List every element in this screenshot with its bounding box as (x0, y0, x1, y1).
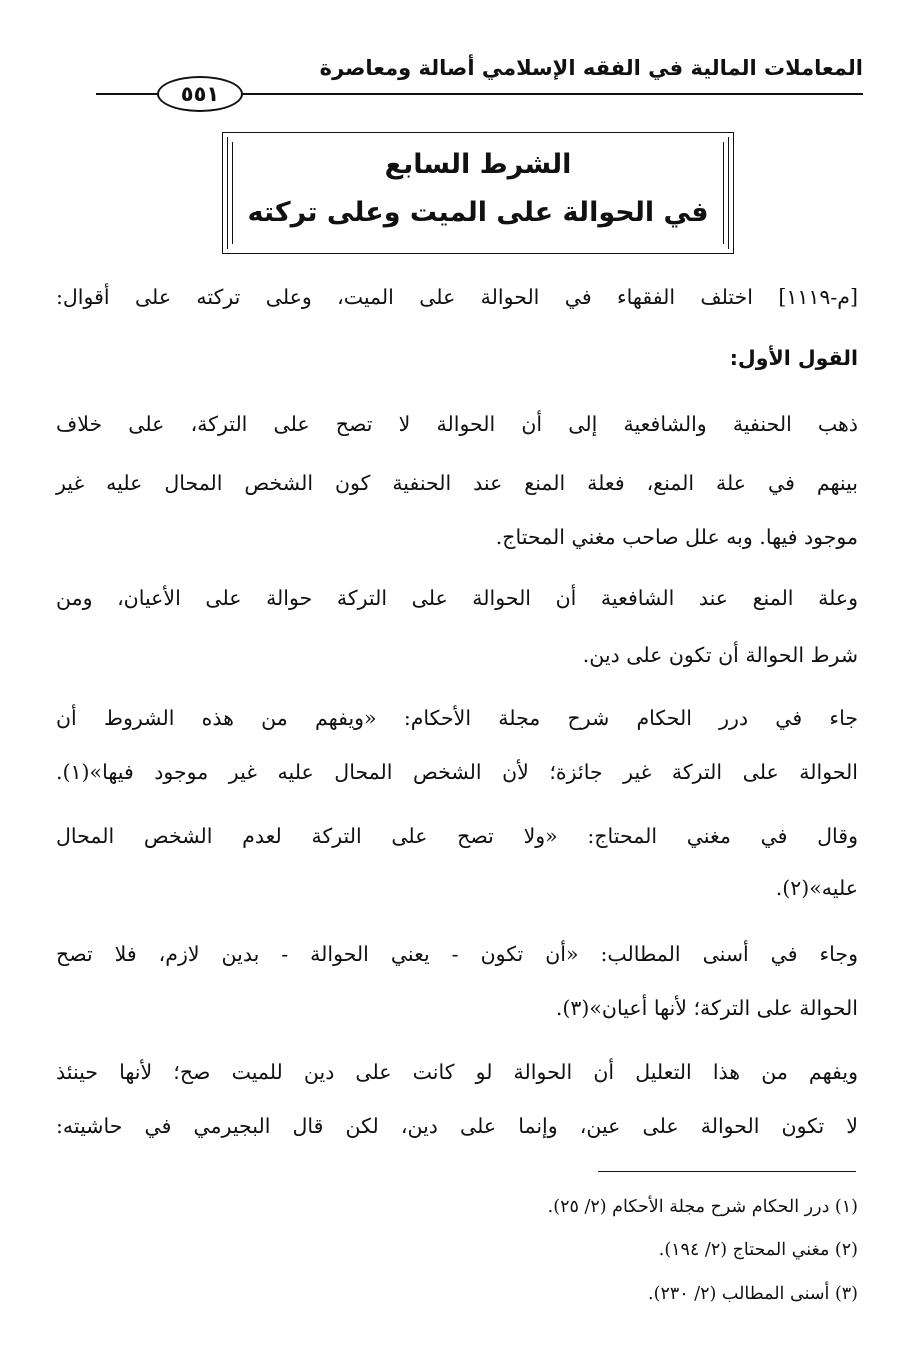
body-line: بينهم في علة المنع، فعلة المنع عند الحنفية كون الشخص المحال عليه غير (56, 471, 858, 495)
body-line: ذهب الحنفية والشافعية إلى أن الحوالة لا تصح على التركة، على خلاف (56, 412, 858, 436)
body-line: لا تكون الحوالة على عين، وإنما على دين، لكن قال البجيرمي في حاشيته: (56, 1114, 858, 1138)
body-line: الحوالة على التركة؛ لأنها أعيان»(٣). (555, 996, 858, 1020)
running-header-title: المعاملات المالية في الفقه الإسلامي أصالة ومعاصرة (319, 56, 863, 80)
section-title-box (222, 132, 734, 254)
body-line: وجاء في أسنى المطالب: «أن تكون - يعني الحوالة - بدين لازم، فلا تصح (56, 942, 858, 966)
section-title-line-2: في الحوالة على الميت وعلى تركته (247, 197, 709, 228)
body-line: شرط الحوالة أن تكون على دين. (582, 643, 858, 667)
subheading: القول الأول: (729, 346, 858, 370)
page-number: ٥٥١ (157, 76, 243, 112)
footnote: (١) درر الحكام شرح مجلة الأحكام (٢/ ٢٥). (547, 1197, 858, 1217)
body-line: وعلة المنع عند الشافعية أن الحوالة على التركة حوالة على الأعيان، ومن (56, 586, 858, 610)
body-line: جاء في درر الحكام شرح مجلة الأحكام: «ويفهم من هذه الشروط أن (56, 706, 858, 730)
footnote: (٣) أسنى المطالب (٢/ ٢٣٠). (648, 1284, 858, 1304)
footnote: (٢) مغني المحتاج (٢/ ١٩٤). (658, 1240, 858, 1260)
body-line: عليه»(٢). (775, 876, 858, 900)
section-title-line-1: الشرط السابع (384, 149, 572, 180)
footnote-rule (598, 1171, 856, 1172)
body-line: الحوالة على التركة غير جائزة؛ لأن الشخص المحال عليه غير موجود فيها»(١). (56, 760, 858, 784)
body-line: ويفهم من هذا التعليل أن الحوالة لو كانت على دين للميت صح؛ لأنها حينئذ (56, 1060, 858, 1084)
body-line: موجود فيها. وبه علل صاحب مغني المحتاج. (495, 525, 858, 549)
body-line: [م-١١١٩] اختلف الفقهاء في الحوالة على الميت، وعلى تركته على أقوال: (56, 285, 858, 309)
body-line: وقال في مغني المحتاج: «ولا تصح على التركة لعدم الشخص المحال (56, 824, 858, 848)
